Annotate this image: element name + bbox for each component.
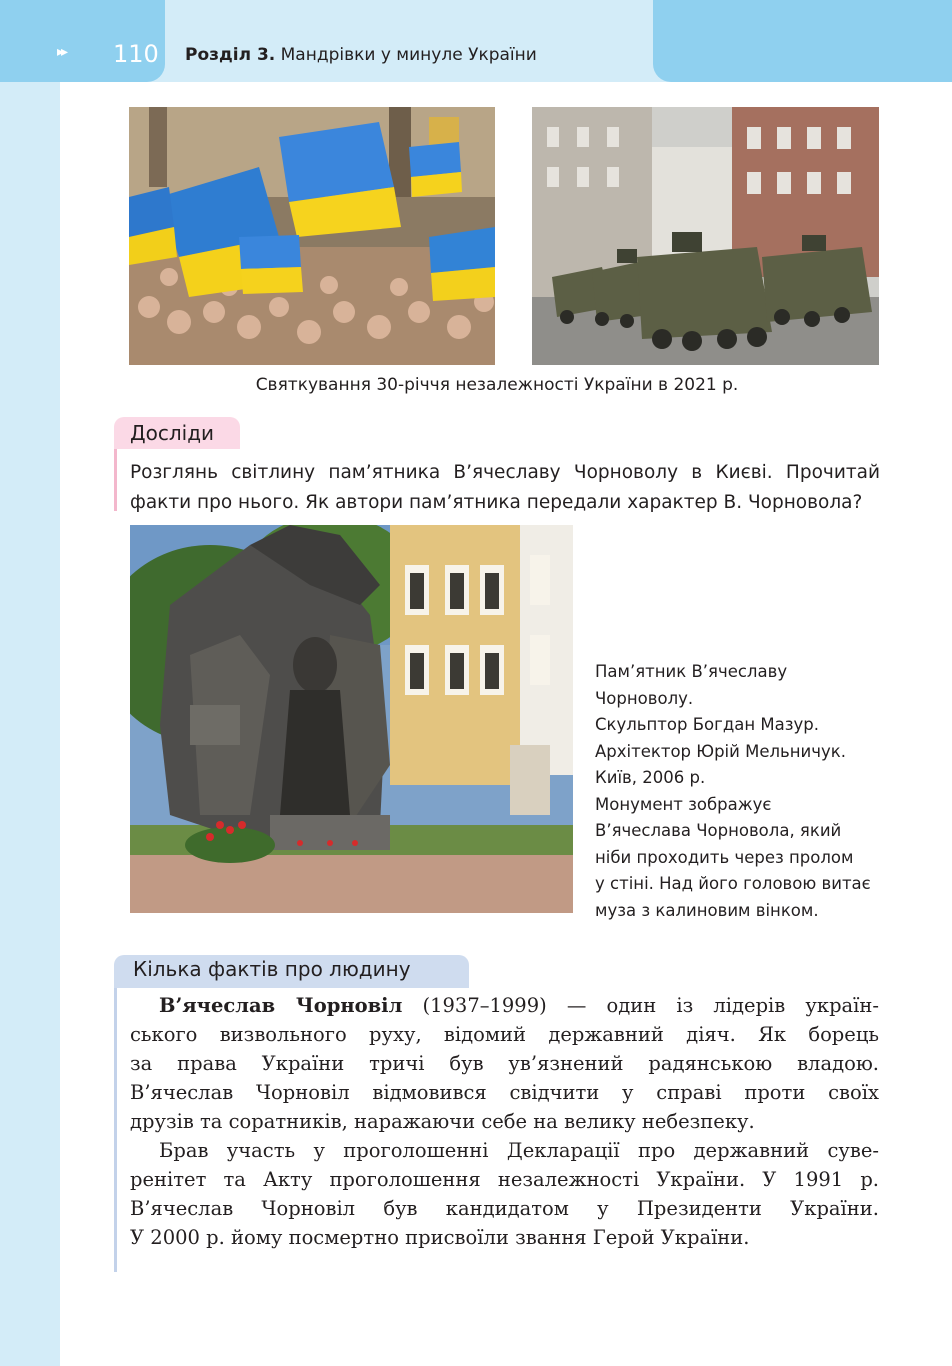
- facts-line: ського визвольного руху, відомий державний діяч. Як борець: [130, 1023, 879, 1046]
- photos-caption: Святкування 30-річчя незалежності України в 2021 р.: [255, 375, 739, 395]
- facts-line: друзів та соратників, наражаючи себе на велику небезпеку.: [130, 1110, 755, 1133]
- caption-line: Архітектор Юрій Мельничук.: [595, 741, 846, 761]
- research-text: [130, 458, 880, 518]
- caption-line: Чорноволу.: [595, 688, 694, 708]
- facts-line: Брав участь у проголошенні Декларації про державний суве-: [159, 1139, 879, 1162]
- section-label: Розділ 3.: [185, 45, 276, 65]
- research-line: Розглянь світлину пам’ятника В’ячеславу Чорноволу в Києві. Прочитай: [130, 462, 880, 483]
- facts-years: (1937–1999) — один із лідерів україн-: [402, 994, 880, 1017]
- side-strip: [0, 0, 60, 1366]
- header-right-tab: [653, 0, 952, 82]
- facts-line: В’ячеслав Чорновіл відмовився свідчити у справі проти своїх: [130, 1081, 879, 1104]
- section-name: Мандрівки у минуле України: [280, 45, 537, 65]
- double-arrow-icon: ▸▸: [57, 44, 66, 60]
- caption-line: Скульптор Богдан Мазур.: [595, 715, 819, 734]
- facts-line: У 2000 р. йому посмертно присвоїли звання Герой України.: [130, 1226, 750, 1249]
- facts-line: [130, 991, 879, 1020]
- caption-line: В’ячеслава Чорновола, який: [595, 821, 842, 840]
- flags-crowd-photo: [129, 107, 495, 365]
- military-parade-photo: [532, 107, 879, 365]
- monument-photo: [130, 525, 573, 913]
- caption-line: Монумент зображує: [595, 794, 772, 814]
- research-label: Досліди: [130, 421, 215, 445]
- facts-line: ренітет та Акту проголошення незалежності України. У 1991 р.: [130, 1168, 879, 1191]
- facts-line: В’ячеслав Чорновіл був кандидатом у Президенти України.: [130, 1197, 879, 1220]
- caption-line: Київ, 2006 р.: [595, 768, 706, 787]
- facts-label: Кілька фактів про людину: [133, 957, 411, 981]
- caption-line: муза з калиновим вінком.: [595, 900, 819, 920]
- facts-line: за права України тричі був ув’язнений радянською владою.: [130, 1052, 879, 1075]
- caption-line: ніби проходить через пролом: [595, 847, 854, 867]
- research-bar: [114, 449, 117, 511]
- research-line: факти про нього. Як автори пам’ятника передали характер В. Чорновола?: [130, 492, 863, 513]
- facts-bar: [114, 988, 117, 1272]
- caption-line: Пам’ятник В’ячеславу: [595, 662, 788, 681]
- facts-name: В’ячеслав Чорновіл: [159, 994, 403, 1017]
- monument-caption: [595, 659, 895, 924]
- facts-text: [130, 991, 879, 1252]
- page-number: 110: [113, 40, 159, 68]
- caption-line: у стіні. Над його головою витає: [595, 874, 871, 893]
- section-title: [185, 45, 537, 65]
